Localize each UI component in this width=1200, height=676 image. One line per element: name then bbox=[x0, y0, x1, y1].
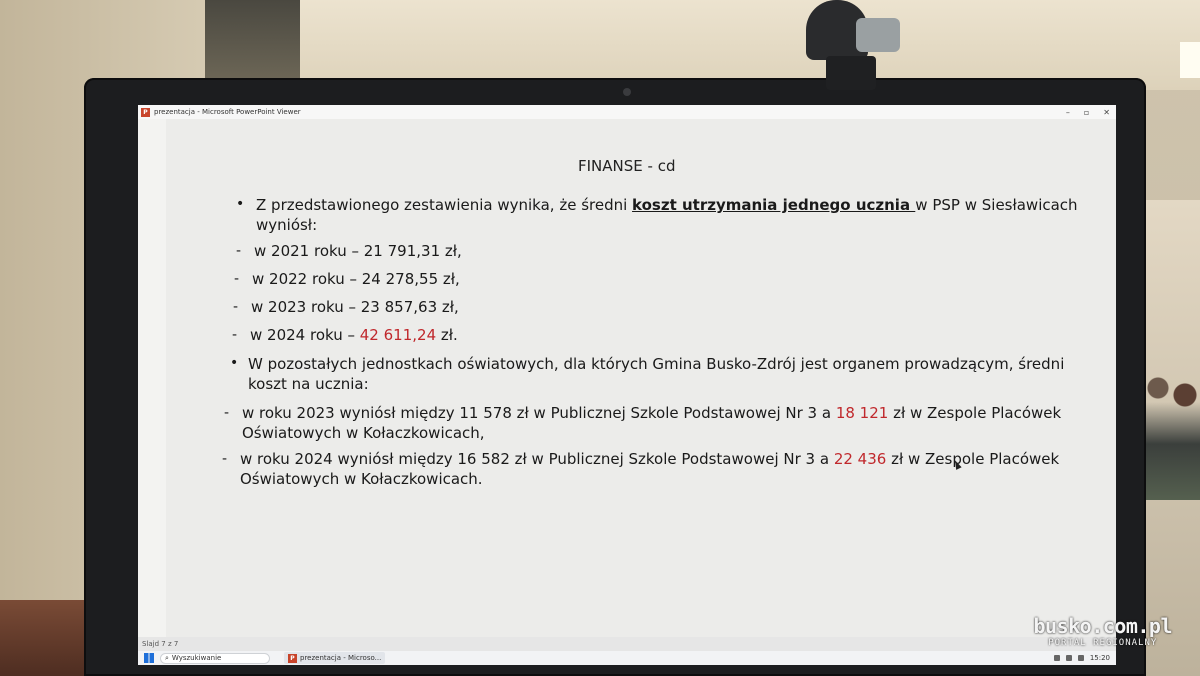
year-value: 21 791,31 zł, bbox=[363, 242, 462, 260]
audience bbox=[1140, 360, 1200, 500]
window-titlebar bbox=[138, 105, 1116, 119]
taskbar-item-powerpoint[interactable] bbox=[284, 652, 385, 664]
camera-lens bbox=[623, 88, 631, 96]
dash-icon: - bbox=[222, 451, 228, 467]
taskbar bbox=[138, 651, 1116, 665]
dash-icon: - bbox=[234, 271, 240, 287]
search-icon: ⌕ bbox=[165, 653, 169, 662]
year-prefix: w 2022 roku – bbox=[252, 270, 362, 288]
background-window bbox=[205, 0, 315, 80]
intro-text: Z przedstawionego zestawienia wynika, że średni bbox=[256, 196, 633, 214]
intro-line-2: wyniósł: bbox=[256, 216, 318, 234]
year-2024-text-end: zł w Zespole Placówek bbox=[886, 450, 1060, 468]
screen bbox=[138, 105, 1116, 665]
bullet-icon: • bbox=[236, 196, 245, 212]
year-prefix: w 2021 roku – bbox=[254, 242, 364, 260]
dash-icon: - bbox=[233, 299, 239, 315]
year-value: 24 278,55 zł, bbox=[361, 270, 460, 288]
watermark-main: busko.com.pl bbox=[1033, 614, 1172, 638]
year-2023-text-end: zł w Zespole Placówek bbox=[888, 404, 1062, 422]
year-prefix: w 2024 roku – bbox=[250, 326, 360, 344]
dash-icon: - bbox=[224, 405, 230, 421]
volume-icon[interactable] bbox=[1066, 655, 1072, 661]
search-placeholder: Wyszukiwanie bbox=[171, 654, 222, 662]
system-tray bbox=[1054, 651, 1110, 665]
intro-line bbox=[256, 195, 1078, 215]
close-icon[interactable]: ✕ bbox=[1103, 107, 1110, 117]
taskbar-item-label: prezentacja - Microso... bbox=[300, 654, 382, 662]
year-2024-line bbox=[240, 449, 1059, 469]
intro-text-end: w PSP w Siesławicach bbox=[915, 196, 1078, 214]
ceiling-light bbox=[1180, 42, 1200, 78]
battery-icon[interactable] bbox=[1078, 655, 1084, 661]
maximize-icon[interactable]: ▫ bbox=[1083, 107, 1090, 117]
search-input[interactable] bbox=[160, 653, 270, 664]
start-icon[interactable] bbox=[144, 653, 154, 663]
year-2023-line-2: Oświatowych w Kołaczkowicach, bbox=[242, 424, 485, 442]
slide-title: FINANSE - cd bbox=[578, 157, 676, 175]
year-value: zł. bbox=[436, 326, 458, 344]
year-item bbox=[252, 269, 460, 289]
year-2023-text: w roku 2023 wyniósł między 11 578 zł w Publicznej Szkole Podstawowej Nr 3 a bbox=[242, 404, 836, 422]
other-units-line-2: koszt na ucznia: bbox=[248, 375, 369, 393]
background-ceiling bbox=[300, 0, 1200, 90]
intro-bold-text: koszt utrzymania jednego ucznia bbox=[632, 196, 916, 214]
year-item bbox=[254, 241, 462, 261]
year-value: 23 857,63 zł, bbox=[360, 298, 459, 316]
year-2024-line-2: Oświatowych w Kołaczkowicach. bbox=[240, 470, 483, 488]
year-2023-highlight: 18 121 bbox=[835, 404, 889, 422]
webcam-arm bbox=[856, 18, 900, 52]
webcam-mount bbox=[826, 56, 876, 90]
year-prefix: w 2023 roku – bbox=[251, 298, 361, 316]
window-title: prezentacja - Microsoft PowerPoint Viewer bbox=[154, 108, 301, 116]
window-controls bbox=[1066, 105, 1110, 119]
year-item bbox=[251, 297, 459, 317]
network-icon[interactable] bbox=[1054, 655, 1060, 661]
powerpoint-icon: P bbox=[141, 108, 150, 117]
bullet-icon: • bbox=[230, 355, 239, 371]
slide bbox=[166, 119, 1116, 637]
powerpoint-icon: P bbox=[288, 654, 297, 663]
statusbar bbox=[138, 637, 1116, 651]
year-2024-highlight: 22 436 bbox=[833, 450, 887, 468]
slide-area bbox=[166, 119, 1116, 637]
year-item bbox=[250, 325, 458, 345]
slide-counter: Slajd 7 z 7 bbox=[142, 640, 179, 648]
dash-icon: - bbox=[232, 327, 238, 343]
minimize-icon[interactable]: – bbox=[1065, 107, 1070, 117]
clock[interactable]: 15:20 bbox=[1089, 654, 1110, 662]
year-2023-line bbox=[242, 403, 1061, 423]
year-value-highlight: 42 611,24 bbox=[359, 326, 437, 344]
watermark-sub: PORTAL REGIONALNY bbox=[1048, 638, 1158, 648]
year-2024-text: w roku 2024 wyniósł między 16 582 zł w Publicznej Szkole Podstawowej Nr 3 a bbox=[240, 450, 834, 468]
watermark-logo bbox=[1034, 614, 1173, 648]
other-units-line: W pozostałych jednostkach oświatowych, dla których Gmina Busko-Zdrój jest organem prowadzącym, średni bbox=[248, 355, 1065, 373]
dash-icon: - bbox=[236, 243, 242, 259]
